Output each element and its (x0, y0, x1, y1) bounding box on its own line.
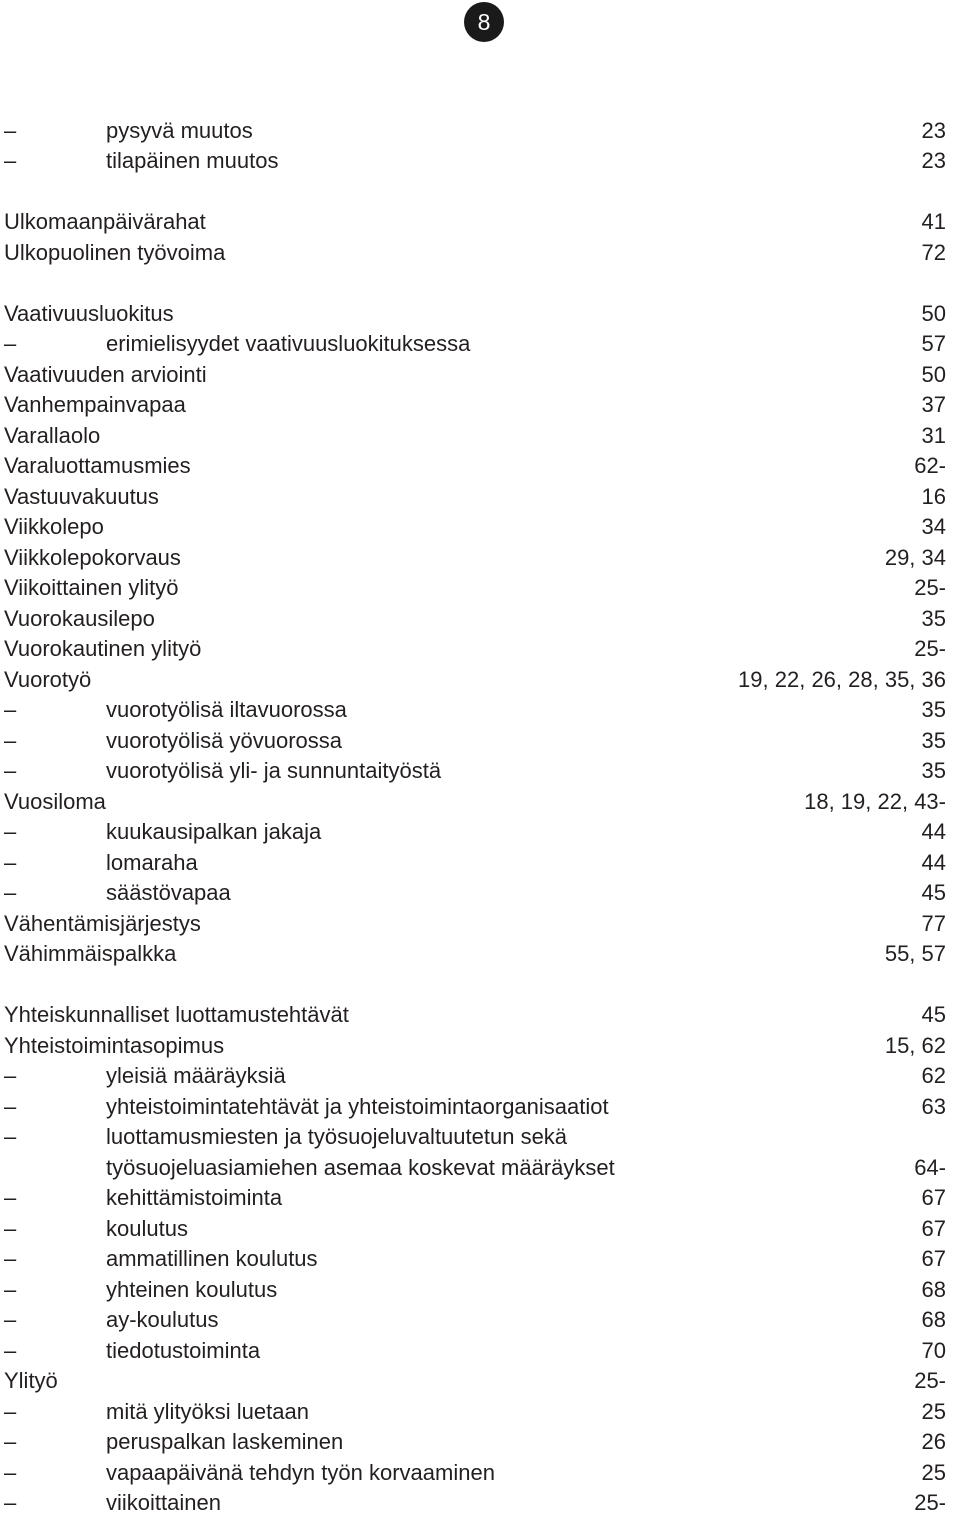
page-reference: 45 (921, 880, 946, 905)
index-subentry (0, 1397, 960, 1427)
subentry-dash: – (4, 1490, 17, 1515)
index-term: viikoittainen (106, 1490, 221, 1515)
index-term: vuorotyölisä yövuorossa (106, 728, 343, 753)
index-entry (0, 512, 960, 542)
page-reference: 26 (921, 1429, 946, 1454)
index-term: työsuojeluasiamiehen asemaa koskevat määräykset (106, 1155, 615, 1180)
index-subentry (0, 878, 960, 908)
index-subentry (0, 1122, 960, 1152)
page-reference: 45 (921, 1002, 946, 1027)
subentry-dash: – (4, 1338, 17, 1363)
index-term: tilapäinen muutos (106, 148, 279, 173)
index-entry (0, 909, 960, 939)
index-subentry (0, 756, 960, 786)
index-term: pysyvä muutos (106, 118, 253, 143)
index-term: Viikkolepo (4, 514, 104, 539)
index-term: Vuorokausilepo (4, 606, 155, 631)
subentry-dash: – (4, 1124, 17, 1149)
index-term: ay-koulutus (106, 1307, 219, 1332)
index-term: Yhteiskunnalliset luottamustehtävät (4, 1002, 349, 1027)
subentry-dash: – (4, 1460, 17, 1485)
page-reference: 31 (921, 423, 946, 448)
index-term: Vastuuvakuutus (4, 484, 159, 509)
subentry-dash: – (4, 1185, 17, 1210)
index-term: ammatillinen koulutus (106, 1246, 318, 1271)
page-reference: 77 (921, 911, 946, 936)
index-term: Varallaolo (4, 423, 101, 448)
index-term: Ylityö (4, 1368, 58, 1393)
index-entry (0, 634, 960, 664)
index-term: Viikkolepokorvaus (4, 545, 181, 570)
page-reference: 25- (914, 636, 946, 661)
index-entry (0, 573, 960, 603)
page-reference: 62- (914, 453, 946, 478)
index-term: Ulkomaanpäivärahat (4, 209, 206, 234)
index-term: peruspalkan laskeminen (106, 1429, 344, 1454)
subentry-dash: – (4, 1429, 17, 1454)
index-subentry (0, 329, 960, 359)
page-number-badge: 8 (464, 2, 504, 42)
page-reference: 57 (921, 331, 946, 356)
page-reference: 35 (921, 606, 946, 631)
index-entry (0, 238, 960, 268)
page-reference: 67 (921, 1185, 946, 1210)
index-term: Vähentämisjärjestys (4, 911, 201, 936)
index-term: Vuorokautinen ylityö (4, 636, 202, 661)
index-entry (0, 787, 960, 817)
page-reference: 41 (921, 209, 946, 234)
index-term: Vuosiloma (4, 789, 106, 814)
index-subentry (0, 1214, 960, 1244)
index-term: Ulkopuolinen työvoima (4, 240, 226, 265)
index-subentry (0, 116, 960, 146)
index-term: Vaativuusluokitus (4, 301, 174, 326)
index-term: luottamusmiesten ja työsuojeluvaltuutetun sekä (106, 1124, 568, 1149)
index-term: vapaapäivänä tehdyn työn korvaaminen (106, 1460, 495, 1485)
page-reference: 23 (921, 118, 946, 143)
index-subentry (0, 1244, 960, 1274)
page-reference: 15, 62 (884, 1033, 946, 1058)
index-subentry (0, 726, 960, 756)
page-reference: 50 (921, 301, 946, 326)
index-entry (0, 604, 960, 634)
index-subentry (0, 146, 960, 176)
index-entry (0, 299, 960, 329)
index-entry (0, 451, 960, 481)
page-reference: 72 (921, 240, 946, 265)
index-subentry (0, 1336, 960, 1366)
page-reference: 35 (921, 758, 946, 783)
page-reference: 25- (914, 1490, 946, 1515)
index-term: koulutus (106, 1216, 188, 1241)
index-subentry (0, 1092, 960, 1122)
index-subentry (0, 1488, 960, 1518)
page-reference: 35 (921, 697, 946, 722)
index-entry (0, 1366, 960, 1396)
subentry-dash: – (4, 1094, 17, 1119)
page-reference: 23 (921, 148, 946, 173)
index-entry (0, 1031, 960, 1061)
page-reference: 67 (921, 1246, 946, 1271)
index-subentry (0, 817, 960, 847)
page-reference: 37 (921, 392, 946, 417)
index-subentry (0, 695, 960, 725)
index-term: Vuorotyö (4, 667, 92, 692)
index-entry (0, 665, 960, 695)
page-reference: 62 (921, 1063, 946, 1088)
page-reference: 18, 19, 22, 43- (804, 789, 946, 814)
subentry-dash: – (4, 331, 17, 356)
page-reference: 50 (921, 362, 946, 387)
index-term: kuukausipalkan jakaja (106, 819, 322, 844)
page-reference: 44 (921, 850, 946, 875)
index-subentry (0, 848, 960, 878)
index-entry (0, 421, 960, 451)
index-term: yhteinen koulutus (106, 1277, 278, 1302)
subentry-dash: – (4, 880, 17, 905)
index-term: Viikoittainen ylityö (4, 575, 179, 600)
page-reference: 29, 34 (884, 545, 946, 570)
subentry-dash: – (4, 118, 17, 143)
subentry-dash: – (4, 850, 17, 875)
page-reference: 25- (914, 575, 946, 600)
page-reference: 55, 57 (884, 941, 946, 966)
page-reference: 68 (921, 1307, 946, 1332)
page-reference: 35 (921, 728, 946, 753)
index-term: tiedotustoiminta (106, 1338, 261, 1363)
index-entry (0, 1000, 960, 1030)
index-term: erimielisyydet vaativuusluokituksessa (106, 331, 471, 356)
subentry-dash: – (4, 1246, 17, 1271)
subentry-dash: – (4, 1063, 17, 1088)
subentry-dash: – (4, 758, 17, 783)
subentry-dash: – (4, 1307, 17, 1332)
subentry-dash: – (4, 728, 17, 753)
index-subentry (0, 1427, 960, 1457)
index-subentry (0, 1183, 960, 1213)
index-term: kehittämistoiminta (106, 1185, 283, 1210)
page-reference: 25- (914, 1368, 946, 1393)
index-term: Vanhempainvapaa (4, 392, 186, 417)
index-term: Yhteistoimintasopimus (4, 1033, 225, 1058)
index-term: yhteistoimintatehtävät ja yhteistoimintaorganisaatiot (106, 1094, 609, 1119)
page-reference: 70 (921, 1338, 946, 1363)
index-subentry (0, 1153, 960, 1183)
index-term: vuorotyölisä iltavuorossa (106, 697, 347, 722)
index-term: mitä ylityöksi luetaan (106, 1399, 309, 1424)
index-subentry (0, 1061, 960, 1091)
page-reference: 68 (921, 1277, 946, 1302)
index-term: vuorotyölisä yli- ja sunnuntaityöstä (106, 758, 442, 783)
index-term: lomaraha (106, 850, 198, 875)
page-reference: 44 (921, 819, 946, 844)
index-term: Varaluottamusmies (4, 453, 191, 478)
index-entry (0, 390, 960, 420)
subentry-dash: – (4, 1216, 17, 1241)
subentry-dash: – (4, 148, 17, 173)
page-reference: 64- (914, 1155, 946, 1180)
subentry-dash: – (4, 1399, 17, 1424)
subentry-dash: – (4, 1277, 17, 1302)
subentry-dash: – (4, 819, 17, 844)
page-reference: 16 (921, 484, 946, 509)
index-term: Vaativuuden arviointi (4, 362, 207, 387)
page-reference: 25 (921, 1399, 946, 1424)
index-subentry (0, 1305, 960, 1335)
index-entry (0, 360, 960, 390)
subentry-dash: – (4, 697, 17, 722)
index-entry (0, 543, 960, 573)
page-reference: 34 (921, 514, 946, 539)
index-subentry (0, 1458, 960, 1488)
page-reference: 63 (921, 1094, 946, 1119)
index-entry (0, 482, 960, 512)
index-term: Vähimmäispalkka (4, 941, 177, 966)
index-entry (0, 939, 960, 969)
index-term: yleisiä määräyksiä (106, 1063, 286, 1088)
index-subentry (0, 1275, 960, 1305)
index-term: säästövapaa (106, 880, 231, 905)
page-reference: 67 (921, 1216, 946, 1241)
index-entry (0, 207, 960, 237)
page-reference: 25 (921, 1460, 946, 1485)
page-reference: 19, 22, 26, 28, 35, 36 (738, 667, 946, 692)
